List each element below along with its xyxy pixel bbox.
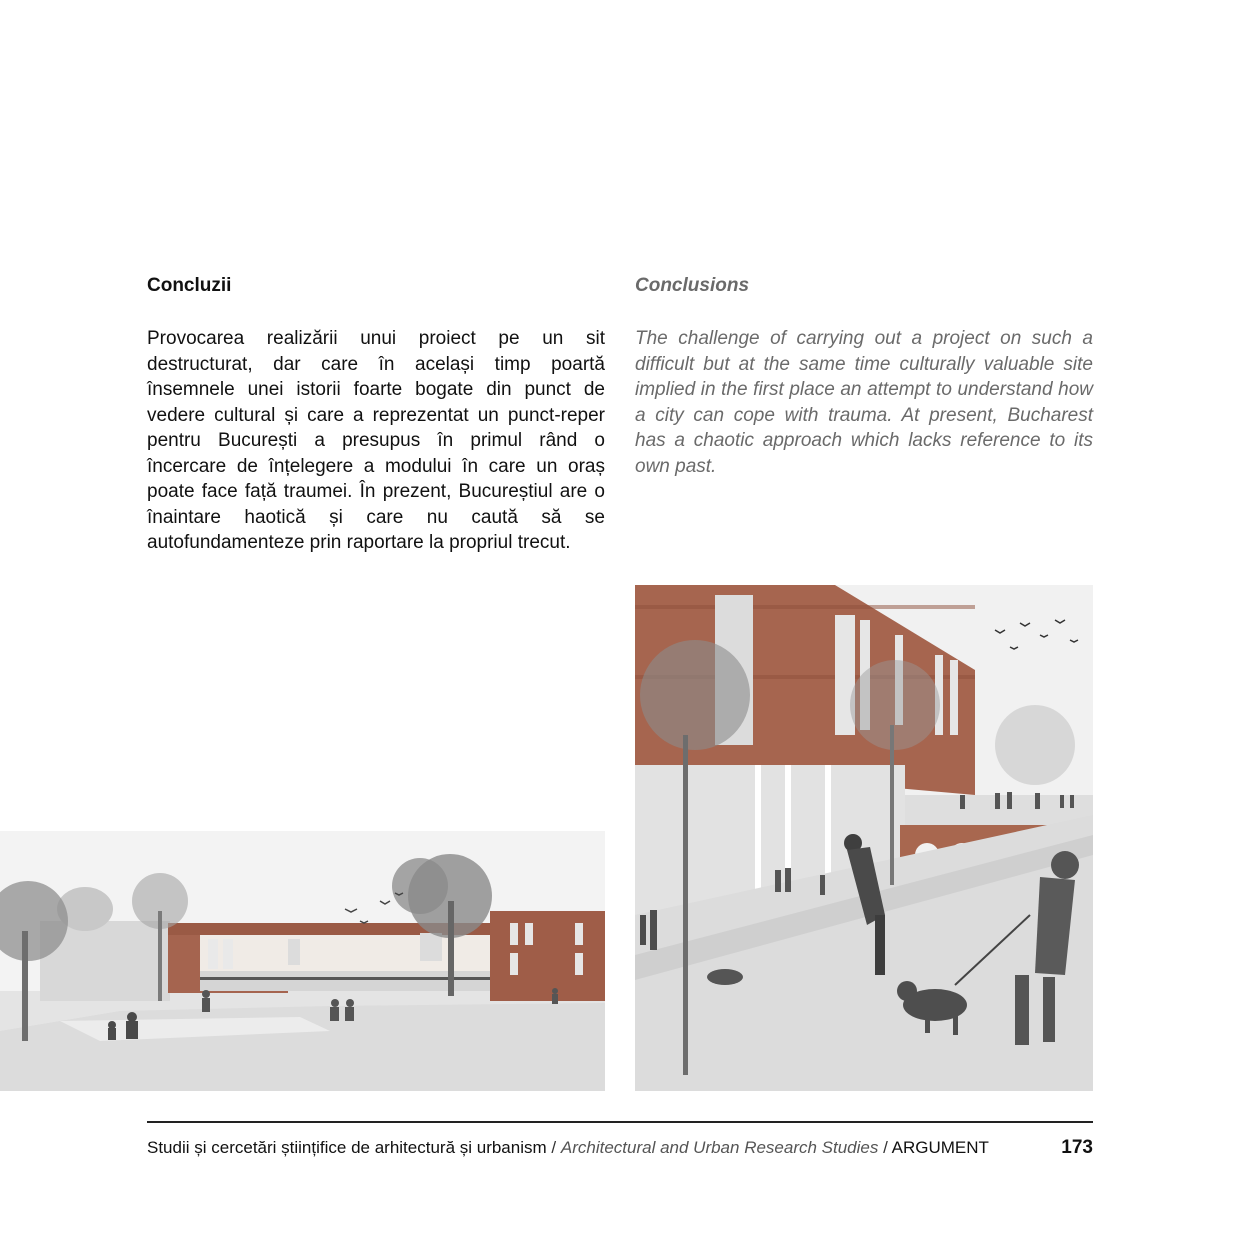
body-text-en: The challenge of carrying out a project on such a difficult but at the same time culturally valuable site implied in the first place an attempt to understand how a city can cope with trauma. At present, Bucharest has a chaotic approach which lacks reference to its own past. xyxy=(635,328,1093,477)
footer-separator: / xyxy=(551,1138,557,1157)
section-name: ARGUMENT xyxy=(891,1138,989,1157)
section-heading-en: Conclusions xyxy=(635,275,750,296)
page-number: 173 xyxy=(1061,1137,1093,1158)
journal-title-ro: Studii și cercetări științifice de arhitectură și urbanism xyxy=(147,1138,547,1157)
illustration-building-exterior xyxy=(0,831,605,1091)
running-footer xyxy=(147,1136,1093,1162)
body-text-ro: Provocarea realizării unui proiect pe un sit destructurat, dar care în același timp poartă însemnele unei istorii foarte bogate din punct de vedere cultural și care a reprezentat un punct-reper pentru București a presupus în primul rând o încercare de înțelegere a modului în care un oraș poate face față traumei. În prezent, Bucureștiul are o înaintare haotică și care nu caută să se autofundamenteze prin raportare la propriul trecut. xyxy=(147,328,605,553)
footer-rule xyxy=(147,1121,1093,1123)
romanian-column xyxy=(147,272,605,556)
section-heading-ro: Concluzii xyxy=(147,275,232,296)
illustration-plaza-perspective xyxy=(635,585,1093,1091)
english-column xyxy=(635,272,1093,479)
journal-title-en: Architectural and Urban Research Studies xyxy=(560,1138,879,1157)
footer-separator: / xyxy=(883,1138,888,1157)
